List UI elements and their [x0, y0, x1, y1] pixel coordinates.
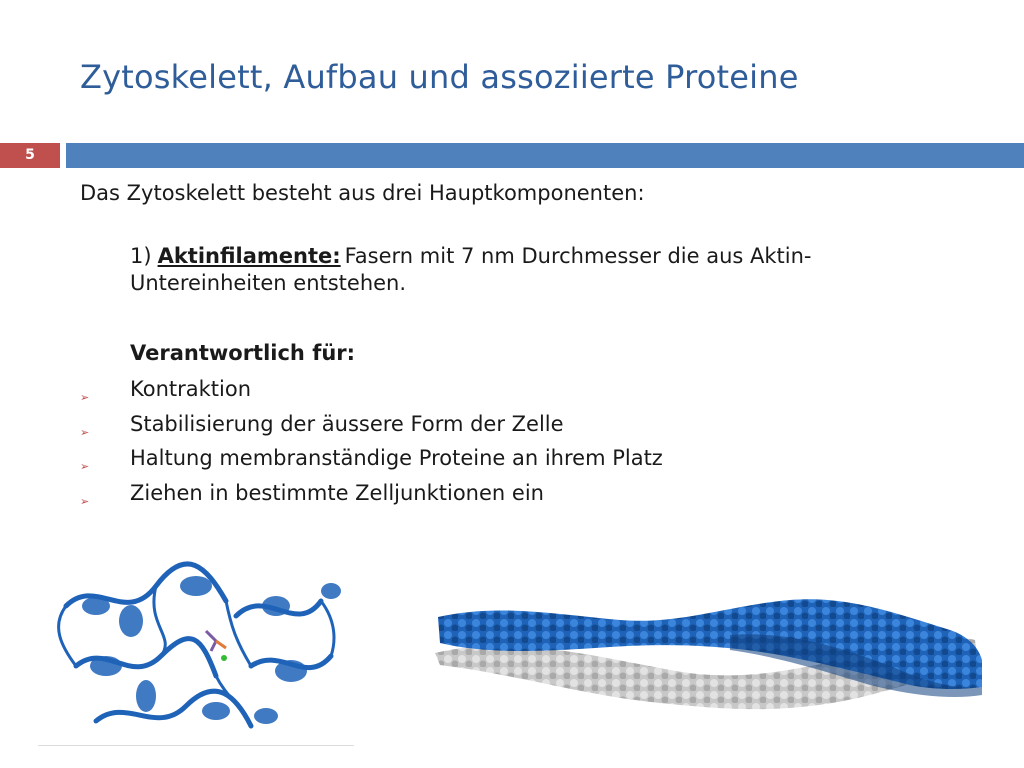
bullet-text: Kontraktion	[130, 377, 252, 401]
bullet-text: Ziehen in bestimmte Zelljunktionen ein	[130, 480, 544, 505]
arrow-bullet-icon: ➢	[80, 425, 90, 439]
list-item-aktinfilamente	[130, 243, 950, 297]
intro-text: Das Zytoskelett besteht aus drei Hauptkomponenten:	[80, 181, 645, 205]
responsible-heading: Verantwortlich für:	[130, 341, 356, 365]
item-description: Fasern mit 7 nm Durchmesser die aus Aktin-Untereinheiten entstehen.	[130, 244, 812, 295]
arrow-bullet-icon: ➢	[80, 460, 90, 474]
bullet-text: Stabilisierung der äussere Form der Zelle	[130, 411, 564, 436]
arrow-bullet-icon: ➢	[80, 391, 90, 404]
actin-filament-surface-image	[430, 595, 990, 730]
item-number: 1)	[130, 244, 152, 268]
arrow-bullet-icon: ➢	[80, 494, 90, 508]
item-term: Aktinfilamente:	[157, 244, 341, 268]
actin-monomer-ribbon-image	[36, 546, 356, 746]
bullet-text: Haltung membranständige Proteine an ihrem Platz	[130, 446, 663, 471]
figure-divider-line	[38, 745, 354, 746]
slide-title: Zytoskelett, Aufbau und assoziierte Proteine	[80, 58, 799, 96]
page-number-badge: 5	[0, 143, 60, 168]
header-bar	[66, 143, 1024, 168]
